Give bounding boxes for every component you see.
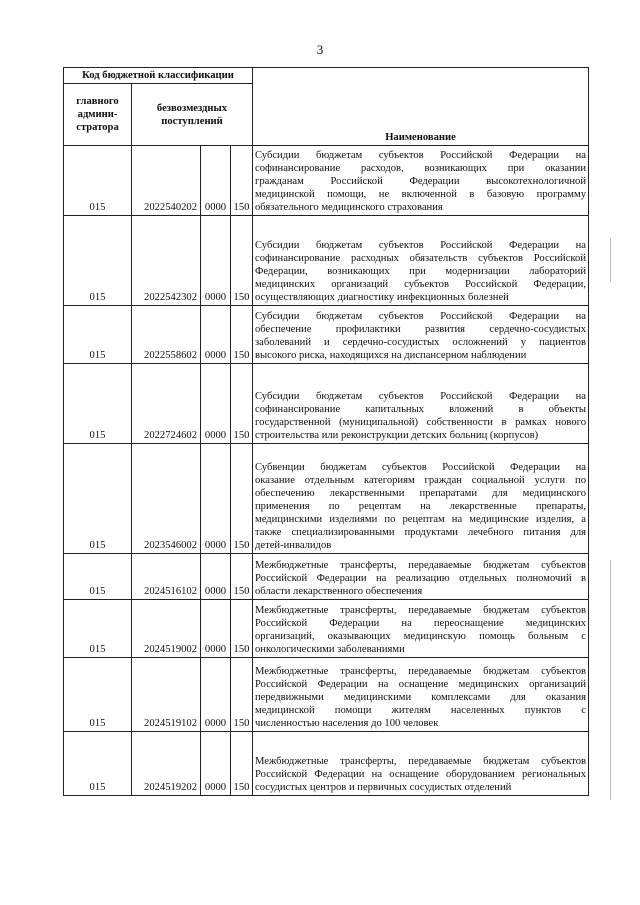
description-line: Российской Федерации на реализацию отдельных полномочий в — [255, 573, 586, 584]
description-line: государственной (муниципальной) собственности в рамках нового — [255, 417, 586, 428]
group-code-cell: 150 — [231, 554, 253, 600]
description-line: обязательного медицинского страхования — [255, 202, 443, 213]
scan-artifact-line — [610, 238, 611, 282]
description-line: софинансирование расходов, возникающих при оказании — [255, 163, 586, 174]
group-code-cell: 150 — [231, 600, 253, 658]
admin-code-cell: 015 — [64, 146, 132, 216]
income-code-cell: 2024516102 — [132, 554, 201, 600]
table-row — [64, 306, 589, 364]
table-row — [64, 732, 589, 796]
header-gratuitous-receipts: безвозмездных поступлений — [132, 84, 253, 146]
income-code-cell: 2023546002 — [132, 444, 201, 554]
subtype-code-cell: 0000 — [201, 600, 231, 658]
description-line: организаций, оказывающих медицинскую помощь больным с — [255, 631, 586, 642]
group-code-cell: 150 — [231, 306, 253, 364]
description-line: применения по рецептам на лекарственные препараты, — [255, 501, 586, 512]
description-line: обеспечение профилактики развития сердечно-сосудистых — [255, 324, 586, 335]
description-line: медицинских организаций субъектов Российской Федерации, — [255, 279, 586, 290]
description-line: Межбюджетные трансферты, передаваемые бюджетам субъектов — [255, 666, 586, 677]
description-line: строительства или реконструкции детских больниц (корпусов) — [255, 430, 539, 441]
admin-code-cell: 015 — [64, 554, 132, 600]
description-line: заболеваний и сердечно-сосудистых осложнений у пациентов — [255, 337, 586, 348]
description-line: Субсидии бюджетам субъектов Российской Федерации на — [255, 311, 586, 322]
group-code-cell: 150 — [231, 364, 253, 444]
description-line: Субсидии бюджетам субъектов Российской Федерации на — [255, 240, 586, 251]
description-line: софинансирование капитальных вложений в объекты — [255, 404, 586, 415]
admin-code-cell: 015 — [64, 444, 132, 554]
budget-classification-table — [63, 67, 589, 796]
description-line: онкологическими заболеваниями — [255, 644, 405, 655]
description-line: обеспечению лекарственными препаратами для медицинского — [255, 488, 586, 499]
admin-code-cell: 015 — [64, 364, 132, 444]
subtype-code-cell: 0000 — [201, 444, 231, 554]
table-row — [64, 658, 589, 732]
subtype-code-cell: 0000 — [201, 554, 231, 600]
description-line: Субсидии бюджетам субъектов Российской Федерации на — [255, 150, 586, 161]
table-row — [64, 554, 589, 600]
description-line: Субсидии бюджетам субъектов Российской Федерации на — [255, 391, 586, 402]
group-code-cell: 150 — [231, 732, 253, 796]
group-code-cell: 150 — [231, 146, 253, 216]
page-number: 3 — [316, 42, 324, 57]
table-row — [64, 146, 589, 216]
description-cell — [253, 600, 589, 658]
group-code-cell: 150 — [231, 444, 253, 554]
description-line: Российской Федерации на оснащение медицинских организаций — [255, 679, 586, 690]
description-line: Межбюджетные трансферты, передаваемые бюджетам субъектов — [255, 605, 586, 616]
income-code-cell: 2022558602 — [132, 306, 201, 364]
header-name: Наименование — [253, 68, 589, 146]
table-row — [64, 600, 589, 658]
description-cell — [253, 306, 589, 364]
description-cell — [253, 216, 589, 306]
description-line: Федерации, возникающих при модернизации лабораторий — [255, 266, 586, 277]
admin-code-cell: 015 — [64, 658, 132, 732]
description-line: Субвенции бюджетам субъектов Российской Федерации на — [255, 462, 586, 473]
description-line: гражданам Российской Федерации высокотехнологичной — [255, 176, 586, 187]
income-code-cell: 2022724602 — [132, 364, 201, 444]
description-line: Российской Федерации на переоснащение медицинских — [255, 618, 586, 629]
description-line: осуществляющих диагностику инфекционных болезней — [255, 292, 509, 303]
table-row — [64, 444, 589, 554]
description-line: медицинскими изделиями по рецептам на медицинские изделия, а — [255, 514, 586, 525]
admin-code-cell: 015 — [64, 600, 132, 658]
description-line: софинансирование расходных обязательств субъектов Российской — [255, 253, 586, 264]
scan-artifact-line — [610, 560, 611, 800]
group-code-cell: 150 — [231, 216, 253, 306]
description-line: сосудистых центров и первичных сосудистых отделений — [255, 782, 512, 793]
income-code-cell: 2022540202 — [132, 146, 201, 216]
header-main-administrator: главного админи-стратора — [64, 84, 132, 146]
description-cell — [253, 554, 589, 600]
admin-code-cell: 015 — [64, 216, 132, 306]
description-line: медицинской помощи жителям населенных пунктов с — [255, 705, 586, 716]
description-line: оказание отдельным категориям граждан социальной услуги по — [255, 475, 586, 486]
subtype-code-cell: 0000 — [201, 732, 231, 796]
description-cell — [253, 146, 589, 216]
description-line: детей-инвалидов — [255, 540, 332, 551]
admin-code-cell: 015 — [64, 732, 132, 796]
admin-code-cell: 015 — [64, 306, 132, 364]
description-line: медицинской помощи, не включенной в базовую программу — [255, 189, 586, 200]
header-budget-classification: Код бюджетной классификации — [64, 68, 253, 84]
description-cell — [253, 364, 589, 444]
group-code-cell: 150 — [231, 658, 253, 732]
income-code-cell: 2022542302 — [132, 216, 201, 306]
description-cell — [253, 658, 589, 732]
description-line: передвижными медицинскими комплексами для оказания — [255, 692, 586, 703]
table-row — [64, 216, 589, 306]
description-cell — [253, 444, 589, 554]
subtype-code-cell: 0000 — [201, 658, 231, 732]
subtype-code-cell: 0000 — [201, 364, 231, 444]
subtype-code-cell: 0000 — [201, 146, 231, 216]
subtype-code-cell: 0000 — [201, 216, 231, 306]
description-line: Межбюджетные трансферты, передаваемые бюджетам субъектов — [255, 560, 586, 571]
subtype-code-cell: 0000 — [201, 306, 231, 364]
description-line: высокого риска, находящихся на диспансерном наблюдении — [255, 350, 527, 361]
description-line: области лекарственного обеспечения — [255, 586, 423, 597]
description-line: также специализированными продуктами лечебного питания для — [255, 527, 586, 538]
table-row — [64, 364, 589, 444]
income-code-cell: 2024519102 — [132, 658, 201, 732]
description-cell — [253, 732, 589, 796]
description-line: численностью населения до 100 человек — [255, 718, 439, 729]
income-code-cell: 2024519202 — [132, 732, 201, 796]
description-line: Российской Федерации на оснащение оборудованием региональных — [255, 769, 586, 780]
description-line: Межбюджетные трансферты, передаваемые бюджетам субъектов — [255, 756, 586, 767]
income-code-cell: 2024519002 — [132, 600, 201, 658]
